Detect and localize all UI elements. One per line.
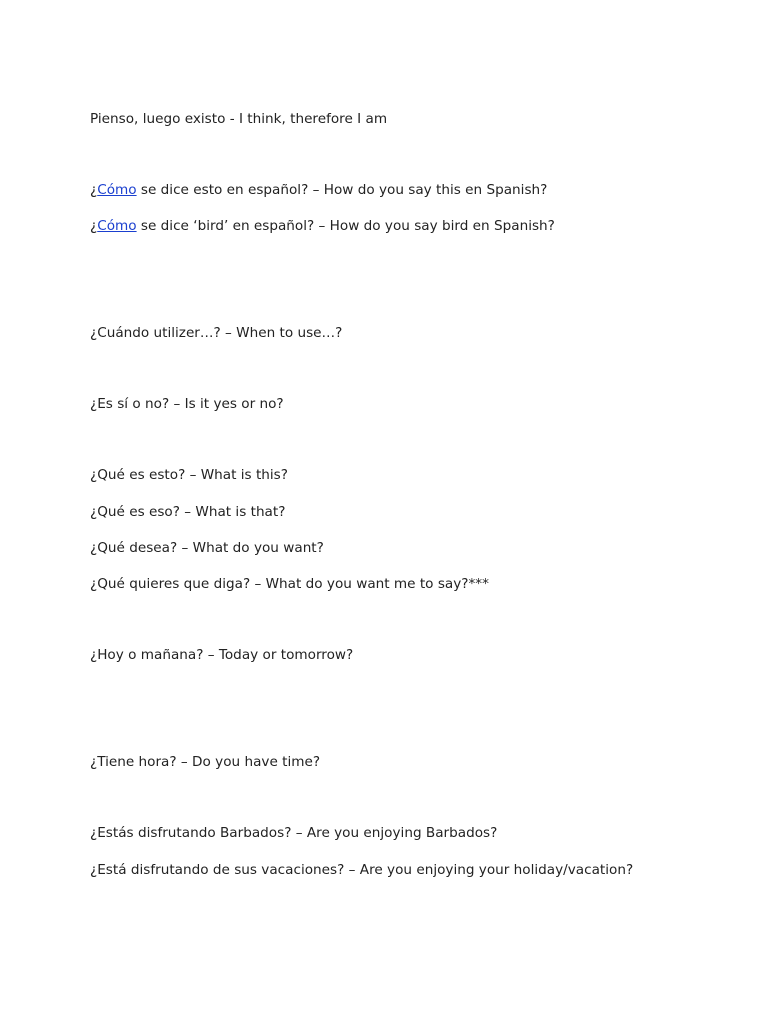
phrase-text: se dice ‘bird’ en español? – How do you say bird en Spanish? xyxy=(136,218,555,234)
phrase-que-quieres: ¿Qué quieres que diga? – What do you want me to say?*** xyxy=(90,576,489,592)
phrase-cuando: ¿Cuándo utilizer…? – When to use…? xyxy=(90,325,343,341)
phrase-tiene-hora: ¿Tiene hora? – Do you have time? xyxy=(90,754,321,770)
phrase-es-si-o-no: ¿Es sí o no? – Is it yes or no? xyxy=(90,396,284,412)
phrase-esta-disfrutando: ¿Está disfrutando de sus vacaciones? – Are you enjoying your holiday/vacation? xyxy=(90,862,634,878)
como-link[interactable]: Cómo xyxy=(97,182,137,198)
phrase-como-bird xyxy=(90,217,555,235)
phrase-pienso: Pienso, luego existo - I think, therefore I am xyxy=(90,111,388,127)
inverted-question-mark: ¿ xyxy=(90,218,98,234)
phrase-hoy-o-manana: ¿Hoy o mañana? – Today or tomorrow? xyxy=(90,647,354,663)
phrase-que-es-esto: ¿Qué es esto? – What is this? xyxy=(90,467,288,483)
phrase-que-es-eso: ¿Qué es eso? – What is that? xyxy=(90,504,286,520)
inverted-question-mark: ¿ xyxy=(90,182,98,198)
phrase-que-desea: ¿Qué desea? – What do you want? xyxy=(90,540,324,556)
phrase-text: se dice esto en español? – How do you say this en Spanish? xyxy=(136,182,548,198)
como-link[interactable]: Cómo xyxy=(97,218,137,234)
phrase-estas-disfrutando: ¿Estás disfrutando Barbados? – Are you enjoying Barbados? xyxy=(90,825,498,841)
phrase-como-esto xyxy=(90,181,547,199)
